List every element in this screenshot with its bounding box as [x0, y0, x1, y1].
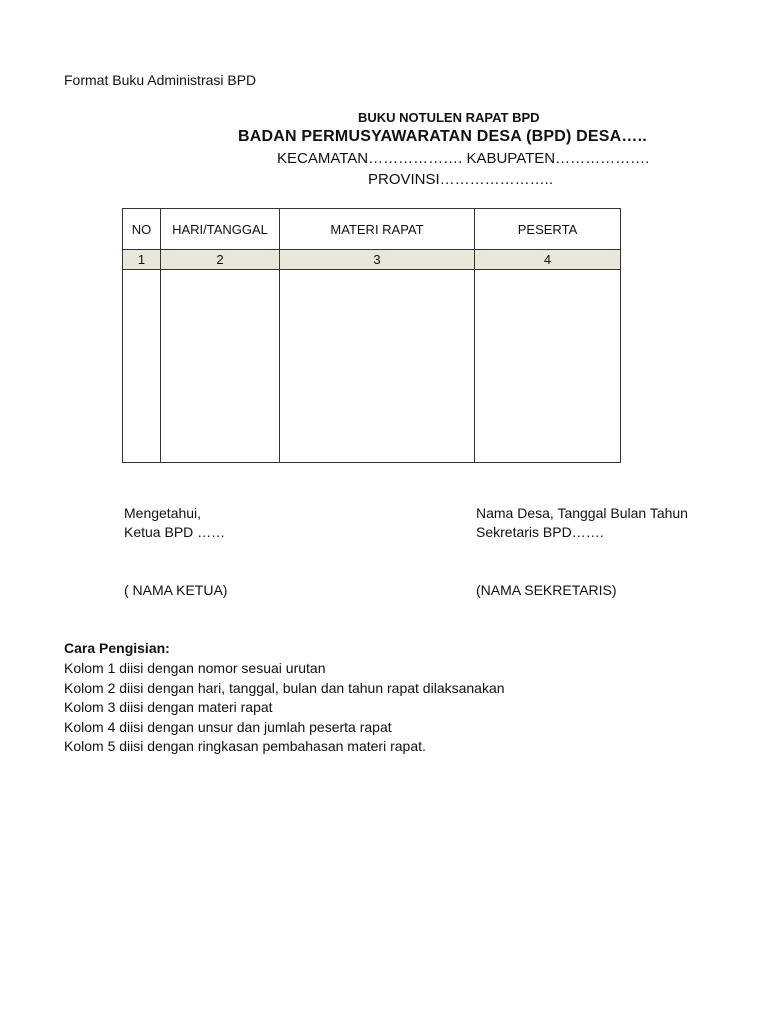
place-date-line: Nama Desa, Tanggal Bulan Tahun	[476, 505, 688, 521]
table-cell	[123, 270, 161, 463]
table-cell	[280, 270, 475, 463]
notulen-table	[122, 208, 621, 463]
instruction-line: Kolom 4 diisi dengan unsur dan jumlah peserta rapat	[64, 718, 392, 735]
agency-title: BADAN PERMUSYAWARATAN DESA (BPD) DESA…..	[238, 128, 647, 145]
table-header-row	[123, 209, 621, 250]
provinsi-line: PROVINSI…………………..	[368, 171, 554, 188]
column-header-no: NO	[123, 209, 161, 250]
table-body-row	[123, 270, 621, 463]
column-number: 3	[280, 250, 475, 270]
acknowledged-label: Mengetahui,	[124, 505, 202, 521]
secretary-name: (NAMA SEKRETARIS)	[476, 582, 617, 598]
instructions-section	[64, 640, 505, 757]
chairman-name: ( NAMA KETUA)	[124, 582, 228, 598]
table-cell	[161, 270, 280, 463]
column-header-hari-tanggal: HARI/TANGGAL	[161, 209, 280, 250]
book-title: BUKU NOTULEN RAPAT BPD	[358, 110, 540, 125]
instructions-heading: Cara Pengisian:	[64, 640, 170, 656]
secretary-title: Sekretaris BPD…….	[476, 524, 604, 540]
column-header-materi-rapat: MATERI RAPAT	[280, 209, 475, 250]
column-number: 2	[161, 250, 280, 270]
format-label: Format Buku Administrasi BPD	[64, 72, 257, 88]
instruction-line: Kolom 1 diisi dengan nomor sesuai urutan	[64, 660, 326, 676]
instruction-line: Kolom 3 diisi dengan materi rapat	[64, 699, 273, 715]
table-cell	[475, 270, 621, 463]
instruction-line: Kolom 5 diisi dengan ringkasan pembahasan materi rapat.	[64, 738, 426, 754]
chairman-title: Ketua BPD ……	[124, 524, 226, 540]
column-number: 4	[475, 250, 621, 270]
column-header-peserta: PESERTA	[475, 209, 621, 250]
instruction-line: Kolom 2 diisi dengan hari, tanggal, bulan dan tahun rapat dilaksanakan	[64, 679, 505, 696]
kecamatan-kabupaten-line: KECAMATAN………………. KABUPATEN……………….	[277, 150, 650, 167]
column-number: 1	[123, 250, 161, 270]
column-number-row	[123, 250, 621, 270]
